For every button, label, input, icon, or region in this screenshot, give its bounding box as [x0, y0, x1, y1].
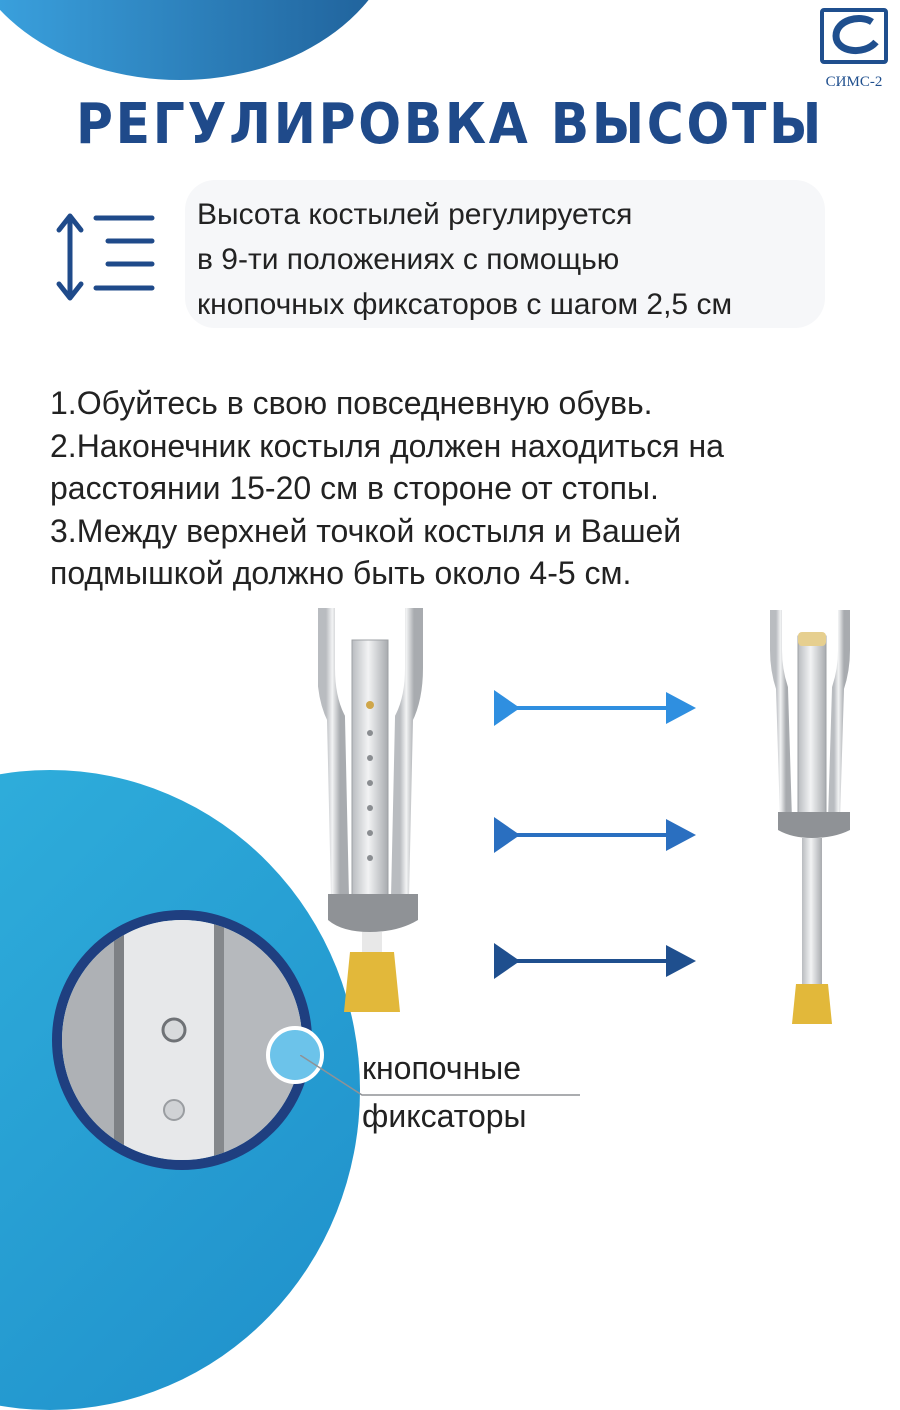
height-adjust-icon: [52, 208, 158, 308]
arrow-right-icon: [494, 941, 699, 981]
callout-line: фиксаторы: [362, 1098, 527, 1134]
crutch-image-right: [770, 610, 856, 1026]
instruction-line: 1.Обуйтесь в свою повседневную обувь.: [50, 385, 653, 421]
logo-emblem: [820, 8, 888, 64]
arrow-right-icon: [494, 688, 699, 728]
callout-line: кнопочные: [362, 1050, 522, 1086]
instructions-list: [50, 382, 890, 595]
instruction-line: 2.Наконечник костыля должен находиться на: [50, 427, 724, 464]
callout-label: [362, 1044, 602, 1140]
info-line: в 9-ти положениях с помощью: [197, 243, 620, 276]
instruction-line: 3.Между верхней точкой костыля и Вашей: [50, 512, 682, 549]
info-line: Высота костылей регулируется: [197, 198, 633, 231]
info-text: [197, 192, 897, 327]
top-decor-shape: [0, 0, 400, 80]
crutch-image-left: [318, 608, 430, 1018]
brand-logo: [817, 8, 891, 92]
info-line: кнопочных фиксаторов с шагом 2,5 см: [197, 288, 733, 321]
page-title: РЕГУЛИРОВКА ВЫСОТЫ: [75, 92, 824, 157]
instruction-line: расстоянии 15-20 см в стороне от стопы.: [50, 470, 659, 506]
arrow-right-icon: [494, 815, 699, 855]
logo-text: СИМС-2: [825, 74, 883, 90]
instruction-line: подмышкой должно быть около 4-5 см.: [50, 555, 632, 591]
